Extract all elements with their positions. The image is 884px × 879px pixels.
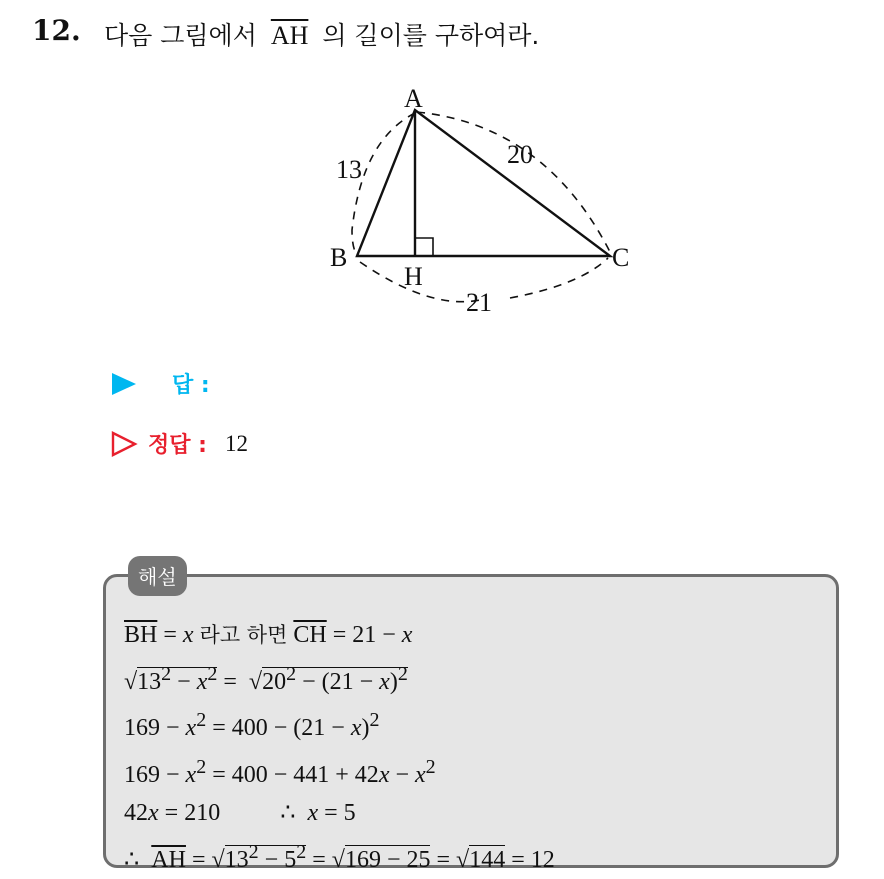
triangle-abc bbox=[357, 110, 610, 256]
solution-line-3: $169 - x^2 = 400 - (21 - x)^2$ bbox=[124, 701, 555, 748]
play-arrow-icon bbox=[110, 370, 138, 398]
question-text bbox=[104, 16, 539, 52]
correct-label: 정답 : bbox=[148, 428, 207, 459]
label-bc: 21 bbox=[466, 288, 492, 317]
vertex-h: H bbox=[404, 262, 423, 291]
correct-value: 12 bbox=[225, 431, 248, 457]
vertex-b: B bbox=[330, 243, 347, 272]
answer-label: 답 : bbox=[172, 368, 210, 399]
question-text-before: 다음 그림에서 bbox=[104, 21, 257, 50]
solution-tab: 해설 bbox=[128, 556, 187, 596]
solution-line-4: $169 - x^2 = 400 - 441 + 42x - x^2$ bbox=[124, 748, 555, 795]
solution-line-2: $√13^2 - x^2 = √20^2 - (21 - x)^2$ bbox=[124, 655, 555, 702]
segment-ah: $\overline{AH}$ bbox=[271, 21, 309, 50]
right-angle-mark bbox=[415, 238, 433, 256]
solution-line-6: ∴ $\overline{AH} = √13^2 - 5^2 = √169 - 25 = √144 = 12$ bbox=[124, 833, 555, 879]
solution-line-1: $\overline{BH} = x$ 라고 하면 $\overline{CH} = 21 - x$ bbox=[124, 616, 555, 655]
triangle-figure bbox=[320, 80, 650, 320]
question-number: 12. bbox=[32, 14, 81, 47]
vertex-c: C bbox=[612, 243, 629, 272]
solution-line-5: 42x = 210 ∴ x = 5 bbox=[124, 794, 555, 833]
arc-bc-right bbox=[510, 258, 608, 298]
vertex-a: A bbox=[404, 84, 423, 113]
question-text-after: 의 길이를 구하여라. bbox=[322, 21, 539, 50]
correct-answer-row bbox=[110, 428, 248, 459]
outline-arrow-icon bbox=[110, 430, 138, 458]
label-ab: 13 bbox=[336, 155, 362, 184]
solution-lines bbox=[124, 616, 555, 879]
answer-row bbox=[110, 368, 228, 399]
label-ac: 20 bbox=[507, 140, 533, 169]
